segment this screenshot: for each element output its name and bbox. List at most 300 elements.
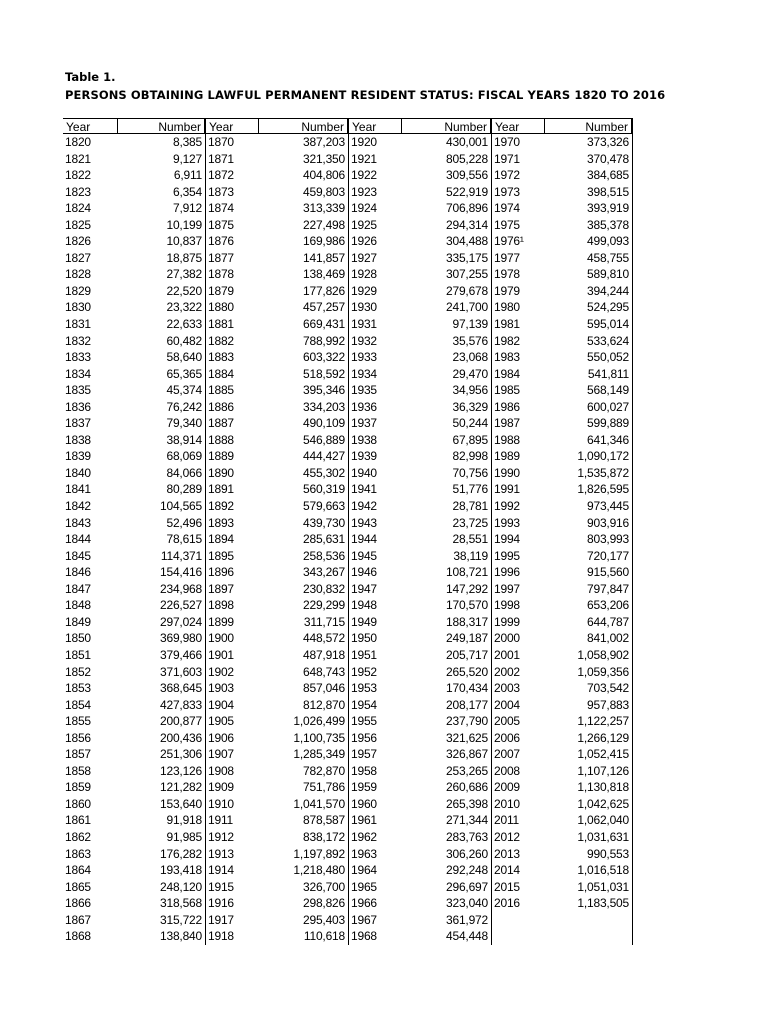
table-row bbox=[63, 581, 205, 598]
number-cell: 51,776 bbox=[452, 482, 488, 497]
year-cell: 1866 bbox=[65, 896, 91, 911]
year-cell: 1846 bbox=[65, 565, 91, 580]
number-cell: 58,640 bbox=[166, 350, 202, 365]
year-cell: 1902 bbox=[208, 664, 234, 679]
table-row bbox=[206, 597, 348, 614]
number-cell: 1,090,172 bbox=[577, 449, 629, 464]
table-row bbox=[206, 846, 348, 863]
year-cell: 1903 bbox=[208, 681, 234, 696]
year-cell: 1893 bbox=[208, 515, 234, 530]
number-cell: 114,371 bbox=[160, 548, 202, 563]
year-cell: 1964 bbox=[351, 863, 377, 878]
table-column-group bbox=[491, 118, 633, 945]
table-row bbox=[492, 779, 632, 796]
table-row bbox=[63, 366, 205, 383]
year-cell: 1994 bbox=[494, 532, 520, 547]
table-row bbox=[492, 465, 632, 482]
year-cell: 1922 bbox=[351, 168, 377, 183]
number-cell: 170,434 bbox=[446, 681, 488, 696]
number-cell: 70,756 bbox=[452, 465, 488, 480]
table-row bbox=[492, 151, 632, 168]
table-row bbox=[206, 498, 348, 515]
year-cell: 2011 bbox=[494, 813, 520, 828]
number-cell: 398,515 bbox=[587, 184, 629, 199]
table-row bbox=[206, 151, 348, 168]
table-row bbox=[63, 333, 205, 350]
number-cell: 393,919 bbox=[587, 201, 629, 216]
number-cell: 110,618 bbox=[303, 929, 345, 944]
year-cell: 1861 bbox=[65, 813, 91, 828]
number-cell: 1,058,902 bbox=[577, 647, 629, 662]
year-cell: 1984 bbox=[494, 366, 520, 381]
number-cell: 38,119 bbox=[453, 548, 488, 563]
year-cell: 1970 bbox=[494, 135, 520, 149]
table-row bbox=[492, 283, 632, 300]
number-cell: 237,790 bbox=[446, 714, 488, 729]
number-cell: 205,717 bbox=[446, 647, 488, 662]
table-row bbox=[63, 316, 205, 333]
number-cell: 720,177 bbox=[587, 548, 629, 563]
table-row bbox=[63, 531, 205, 548]
number-cell: 306,260 bbox=[446, 846, 488, 861]
table-row bbox=[492, 614, 632, 631]
table-row bbox=[492, 250, 632, 267]
number-cell: 169,986 bbox=[303, 234, 345, 249]
year-cell: 2009 bbox=[494, 780, 520, 795]
year-cell: 1955 bbox=[351, 714, 377, 729]
year-cell: 1883 bbox=[208, 350, 234, 365]
year-cell: 1933 bbox=[351, 350, 377, 365]
number-cell: 321,625 bbox=[446, 730, 488, 745]
year-cell: 1965 bbox=[351, 879, 377, 894]
table-row bbox=[63, 448, 205, 465]
table-row bbox=[492, 713, 632, 730]
number-cell: 253,265 bbox=[446, 763, 488, 778]
table-row bbox=[492, 697, 632, 714]
year-cell: 1986 bbox=[494, 399, 520, 414]
number-cell: 1,016,518 bbox=[577, 863, 629, 878]
year-cell: 1966 bbox=[351, 896, 377, 911]
table-row bbox=[63, 233, 205, 250]
number-cell: 323,040 bbox=[446, 896, 488, 911]
year-cell: 1951 bbox=[351, 647, 377, 662]
number-cell: 271,344 bbox=[446, 813, 488, 828]
number-cell: 313,339 bbox=[303, 201, 345, 216]
year-cell: 1823 bbox=[65, 184, 91, 199]
number-cell: 599,889 bbox=[587, 416, 629, 431]
number-cell: 990,553 bbox=[587, 846, 629, 861]
year-cell: 2016 bbox=[494, 896, 520, 911]
year-cell: 2015 bbox=[494, 879, 520, 894]
table-row bbox=[349, 879, 491, 896]
year-cell: 2012 bbox=[494, 829, 520, 844]
year-cell: 1927 bbox=[351, 250, 377, 265]
number-cell: 298,826 bbox=[303, 896, 345, 911]
year-cell: 1864 bbox=[65, 863, 91, 878]
table-row bbox=[206, 548, 348, 565]
year-cell: 1958 bbox=[351, 763, 377, 778]
year-cell: 1999 bbox=[494, 614, 520, 629]
year-cell: 1983 bbox=[494, 350, 520, 365]
number-cell: 1,183,505 bbox=[577, 896, 629, 911]
year-cell: 1963 bbox=[351, 846, 377, 861]
table-row bbox=[206, 333, 348, 350]
number-cell: 524,295 bbox=[587, 300, 629, 315]
table-row bbox=[349, 548, 491, 565]
year-cell: 2006 bbox=[494, 730, 520, 745]
number-cell: 8,385 bbox=[172, 135, 202, 149]
table-row bbox=[63, 928, 205, 945]
number-cell: 455,302 bbox=[303, 465, 345, 480]
table-row bbox=[349, 266, 491, 283]
table-row bbox=[63, 597, 205, 614]
year-cell: 1842 bbox=[65, 499, 91, 514]
year-cell: 1898 bbox=[208, 598, 234, 613]
year-cell: 1968 bbox=[351, 929, 377, 944]
table-row bbox=[492, 167, 632, 184]
number-cell: 22,633 bbox=[166, 317, 202, 332]
number-cell: 251,306 bbox=[160, 747, 202, 762]
number-cell: 579,663 bbox=[303, 499, 345, 514]
year-cell: 1954 bbox=[351, 697, 377, 712]
table-row bbox=[63, 746, 205, 763]
number-cell: 1,826,595 bbox=[577, 482, 629, 497]
year-cell: 1886 bbox=[208, 399, 234, 414]
table-row bbox=[206, 217, 348, 234]
table-row bbox=[492, 217, 632, 234]
year-cell: 1988 bbox=[494, 432, 520, 447]
year-cell: 1881 bbox=[208, 317, 234, 332]
number-cell: 296,697 bbox=[446, 879, 488, 894]
table-row bbox=[63, 614, 205, 631]
table-row bbox=[349, 349, 491, 366]
year-cell: 1891 bbox=[208, 482, 234, 497]
table-row bbox=[206, 812, 348, 829]
year-cell: 1916 bbox=[208, 896, 234, 911]
table-row bbox=[63, 498, 205, 515]
year-cell: 1900 bbox=[208, 631, 234, 646]
year-cell: 1908 bbox=[208, 763, 234, 778]
immigration-table bbox=[63, 118, 633, 945]
year-cell: 1971 bbox=[494, 151, 520, 166]
table-row bbox=[206, 779, 348, 796]
year-cell: 1878 bbox=[208, 267, 234, 282]
table-row bbox=[63, 515, 205, 532]
year-cell: 1917 bbox=[208, 912, 234, 927]
table-row bbox=[492, 448, 632, 465]
table-row bbox=[63, 680, 205, 697]
table-row bbox=[492, 664, 632, 681]
year-cell: 2007 bbox=[494, 747, 520, 762]
table-row bbox=[206, 134, 348, 151]
number-cell: 644,787 bbox=[587, 614, 629, 629]
table-header bbox=[349, 118, 491, 134]
number-cell: 295,403 bbox=[303, 912, 345, 927]
number-cell: 226,527 bbox=[160, 598, 202, 613]
year-cell: 1852 bbox=[65, 664, 91, 679]
number-cell: 91,918 bbox=[166, 813, 202, 828]
year-cell: 1945 bbox=[351, 548, 377, 563]
number-header: Number bbox=[401, 119, 491, 133]
table-row bbox=[349, 564, 491, 581]
number-cell: 265,520 bbox=[446, 664, 488, 679]
number-cell: 147,292 bbox=[446, 581, 488, 596]
table-row bbox=[492, 630, 632, 647]
year-cell: 2002 bbox=[494, 664, 520, 679]
number-cell: 292,248 bbox=[446, 863, 488, 878]
table-row bbox=[63, 796, 205, 813]
year-cell: 1895 bbox=[208, 548, 234, 563]
table-row bbox=[63, 382, 205, 399]
table-row bbox=[206, 250, 348, 267]
number-cell: 227,498 bbox=[303, 217, 345, 232]
year-cell: 1874 bbox=[208, 201, 234, 216]
table-row bbox=[349, 630, 491, 647]
year-cell: 1868 bbox=[65, 929, 91, 944]
year-cell: 1914 bbox=[208, 863, 234, 878]
table-row bbox=[63, 217, 205, 234]
number-cell: 6,354 bbox=[172, 184, 202, 199]
table-row bbox=[349, 912, 491, 929]
year-cell: 1873 bbox=[208, 184, 234, 199]
number-cell: 97,139 bbox=[452, 317, 488, 332]
table-row bbox=[349, 680, 491, 697]
number-cell: 454,448 bbox=[446, 929, 488, 944]
table-row bbox=[492, 333, 632, 350]
table-row bbox=[349, 316, 491, 333]
table-row bbox=[206, 895, 348, 912]
number-cell: 533,624 bbox=[587, 333, 629, 348]
year-cell: 1972 bbox=[494, 168, 520, 183]
table-row bbox=[492, 498, 632, 515]
number-cell: 315,722 bbox=[160, 912, 202, 927]
table-row bbox=[206, 316, 348, 333]
year-cell: 1926 bbox=[351, 234, 377, 249]
table-row bbox=[206, 713, 348, 730]
number-cell: 104,565 bbox=[160, 499, 202, 514]
number-cell: 229,299 bbox=[303, 598, 345, 613]
number-cell: 234,968 bbox=[160, 581, 202, 596]
number-cell: 60,482 bbox=[166, 333, 202, 348]
number-cell: 788,992 bbox=[303, 333, 345, 348]
number-cell: 841,002 bbox=[587, 631, 629, 646]
number-cell: 321,350 bbox=[303, 151, 345, 166]
number-cell: 334,203 bbox=[303, 399, 345, 414]
number-cell: 335,175 bbox=[446, 250, 488, 265]
year-cell: 1938 bbox=[351, 432, 377, 447]
table-row bbox=[492, 846, 632, 863]
table-row bbox=[63, 912, 205, 929]
number-cell: 200,436 bbox=[160, 730, 202, 745]
number-cell: 1,218,480 bbox=[293, 863, 345, 878]
number-cell: 177,826 bbox=[303, 283, 345, 298]
table-row bbox=[63, 481, 205, 498]
year-cell: 1844 bbox=[65, 532, 91, 547]
year-cell: 2000 bbox=[494, 631, 520, 646]
year-cell: 1838 bbox=[65, 432, 91, 447]
number-cell: 957,883 bbox=[587, 697, 629, 712]
table-row bbox=[349, 928, 491, 945]
year-cell: 1854 bbox=[65, 697, 91, 712]
number-cell: 430,001 bbox=[446, 135, 488, 149]
table-row bbox=[206, 697, 348, 714]
number-cell: 371,603 bbox=[160, 664, 202, 679]
table-row bbox=[63, 283, 205, 300]
table-row bbox=[206, 481, 348, 498]
number-cell: 153,640 bbox=[160, 796, 202, 811]
table-row bbox=[492, 515, 632, 532]
year-cell: 1841 bbox=[65, 482, 91, 497]
year-cell: 1937 bbox=[351, 416, 377, 431]
number-cell: 1,197,892 bbox=[293, 846, 345, 861]
number-cell: 1,266,129 bbox=[577, 730, 629, 745]
table-row bbox=[63, 730, 205, 747]
year-cell: 1856 bbox=[65, 730, 91, 745]
year-cell: 1907 bbox=[208, 747, 234, 762]
number-cell: 50,244 bbox=[452, 416, 488, 431]
table-row bbox=[349, 481, 491, 498]
year-cell: 1982 bbox=[494, 333, 520, 348]
year-cell: 1885 bbox=[208, 383, 234, 398]
table-row bbox=[492, 134, 632, 151]
year-cell: 1876 bbox=[208, 234, 234, 249]
number-cell: 309,556 bbox=[446, 168, 488, 183]
year-cell: 1882 bbox=[208, 333, 234, 348]
table-row bbox=[206, 465, 348, 482]
number-cell: 1,100,735 bbox=[293, 730, 345, 745]
year-cell: 2013 bbox=[494, 846, 520, 861]
year-cell: 1939 bbox=[351, 449, 377, 464]
table-row bbox=[63, 548, 205, 565]
year-cell: 1981 bbox=[494, 317, 520, 332]
year-cell: 1824 bbox=[65, 201, 91, 216]
table-row bbox=[206, 515, 348, 532]
year-cell: 1848 bbox=[65, 598, 91, 613]
table-row bbox=[349, 581, 491, 598]
number-cell: 1,041,570 bbox=[293, 796, 345, 811]
number-cell: 52,496 bbox=[166, 515, 202, 530]
number-header: Number bbox=[544, 119, 632, 133]
table-row bbox=[63, 349, 205, 366]
table-row bbox=[63, 862, 205, 879]
number-cell: 878,587 bbox=[303, 813, 345, 828]
number-cell: 458,755 bbox=[587, 250, 629, 265]
table-row bbox=[206, 564, 348, 581]
number-cell: 68,069 bbox=[166, 449, 202, 464]
table-row bbox=[206, 349, 348, 366]
number-cell: 1,059,356 bbox=[577, 664, 629, 679]
table-row bbox=[349, 829, 491, 846]
year-cell: 1884 bbox=[208, 366, 234, 381]
number-cell: 283,763 bbox=[446, 829, 488, 844]
table-row bbox=[206, 299, 348, 316]
year-cell: 2004 bbox=[494, 697, 520, 712]
number-cell: 79,340 bbox=[166, 416, 202, 431]
number-cell: 915,560 bbox=[587, 565, 629, 580]
number-cell: 35,576 bbox=[452, 333, 488, 348]
table-row bbox=[349, 746, 491, 763]
year-cell: 1887 bbox=[208, 416, 234, 431]
table-row bbox=[492, 266, 632, 283]
number-cell: 589,810 bbox=[587, 267, 629, 282]
number-cell: 1,535,872 bbox=[577, 465, 629, 480]
year-cell: 1950 bbox=[351, 631, 377, 646]
number-cell: 311,715 bbox=[303, 614, 345, 629]
number-cell: 141,857 bbox=[303, 250, 345, 265]
year-cell: 1997 bbox=[494, 581, 520, 596]
year-cell: 1934 bbox=[351, 366, 377, 381]
number-cell: 23,322 bbox=[166, 300, 202, 315]
year-cell: 1978 bbox=[494, 267, 520, 282]
table-row bbox=[206, 746, 348, 763]
year-cell: 1995 bbox=[494, 548, 520, 563]
table-row bbox=[492, 415, 632, 432]
year-cell: 1960 bbox=[351, 796, 377, 811]
number-header: Number bbox=[258, 119, 348, 133]
table-row bbox=[206, 829, 348, 846]
table-column-group bbox=[348, 118, 491, 945]
table-row bbox=[206, 647, 348, 664]
year-cell: 1974 bbox=[494, 201, 520, 216]
table-row bbox=[206, 266, 348, 283]
table-row bbox=[206, 415, 348, 432]
number-cell: 65,365 bbox=[166, 366, 202, 381]
table-row bbox=[206, 448, 348, 465]
number-cell: 782,870 bbox=[303, 763, 345, 778]
number-cell: 23,725 bbox=[452, 515, 488, 530]
year-cell: 2010 bbox=[494, 796, 520, 811]
year-cell: 1877 bbox=[208, 250, 234, 265]
table-row bbox=[492, 879, 632, 896]
table-row bbox=[492, 184, 632, 201]
year-cell: 1918 bbox=[208, 929, 234, 944]
number-cell: 903,916 bbox=[587, 515, 629, 530]
number-cell: 22,520 bbox=[166, 283, 202, 298]
year-cell: 1993 bbox=[494, 515, 520, 530]
table-row bbox=[349, 448, 491, 465]
number-cell: 384,685 bbox=[587, 168, 629, 183]
table-row bbox=[492, 531, 632, 548]
year-cell: 1820 bbox=[65, 135, 91, 149]
year-cell: 2001 bbox=[494, 647, 520, 662]
year-header: Year bbox=[352, 120, 377, 134]
number-cell: 1,051,031 bbox=[577, 879, 629, 894]
year-cell: 1959 bbox=[351, 780, 377, 795]
table-row bbox=[63, 465, 205, 482]
table-row bbox=[63, 713, 205, 730]
number-cell: 248,120 bbox=[160, 879, 202, 894]
table-row bbox=[349, 531, 491, 548]
year-cell: 1935 bbox=[351, 383, 377, 398]
year-cell: 1909 bbox=[208, 780, 234, 795]
number-cell: 703,542 bbox=[587, 681, 629, 696]
number-cell: 499,093 bbox=[587, 234, 629, 249]
number-cell: 121,282 bbox=[160, 780, 202, 795]
year-cell: 1976¹ bbox=[494, 234, 524, 249]
table-row bbox=[206, 283, 348, 300]
number-cell: 154,416 bbox=[160, 565, 202, 580]
year-cell: 1980 bbox=[494, 300, 520, 315]
year-cell: 1992 bbox=[494, 499, 520, 514]
number-cell: 560,319 bbox=[303, 482, 345, 497]
year-cell: 1911 bbox=[208, 813, 234, 828]
table-row bbox=[63, 812, 205, 829]
year-cell: 1899 bbox=[208, 614, 234, 629]
table-row bbox=[349, 200, 491, 217]
number-cell: 550,052 bbox=[587, 350, 629, 365]
number-cell: 751,786 bbox=[303, 780, 345, 795]
year-cell: 1827 bbox=[65, 250, 91, 265]
